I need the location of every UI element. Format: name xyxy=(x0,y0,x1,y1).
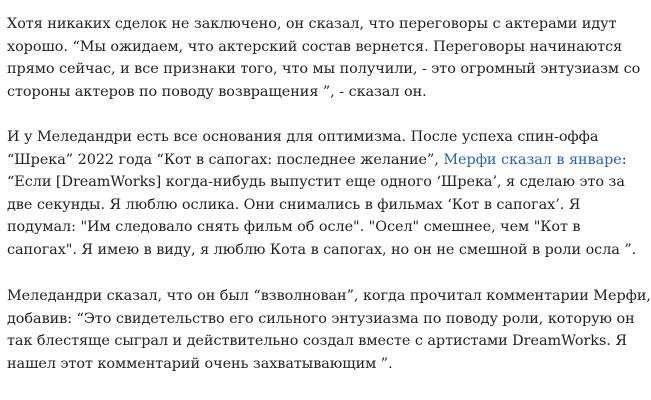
text-line: “Если [DreamWorks] когда-нибудь выпустит еще одного ‘Шрека’, я сделаю это за xyxy=(7,174,625,190)
paragraph-spacer xyxy=(7,261,596,285)
paragraph-negotiations xyxy=(7,13,641,103)
text-line: хорошо. “Мы ожидаем, что актерский состав вернется. Переговоры начинаются xyxy=(7,38,623,55)
text-line: добавив: “Это свидетельство его сильного энтузиазма по поводу роли, которую он xyxy=(7,310,635,327)
text-segment: “Шрека” 2022 года “Кот в сапогах: последнее желание”, xyxy=(7,151,444,168)
text-line: сапогах". Я имею в виду, я люблю Кота в сапогах, но он не смешной в роли осла ”. xyxy=(7,241,637,258)
text-line: две секунды. Я люблю ослика. Они снимались в фильмах ‘Кот в сапогах’. Я xyxy=(7,196,581,213)
murphy-january-link[interactable]: Мерфи сказал в январе xyxy=(443,151,622,168)
text-line: Меледандри сказал, что он был “взволнован”, когда прочитал комментарии Мерфи, xyxy=(7,288,651,304)
paragraph-meledandri-reaction xyxy=(7,285,651,375)
text-line: И у Меледандри есть все основания для оптимизма. После успеха спин-оффа xyxy=(7,129,599,145)
text-line: стороны актеров по поводу возвращения ”, - сказал он. xyxy=(7,83,427,100)
text-line: нашел этот комментарий очень захватывающим ”. xyxy=(7,355,393,372)
text-line: Хотя никаких сделок не заключено, он сказал, что переговоры с актерами идут xyxy=(7,16,617,32)
paragraph-optimism xyxy=(7,126,637,261)
text-line-with-link xyxy=(7,149,627,172)
paragraph-spacer xyxy=(7,103,596,126)
link-suffix: : xyxy=(621,151,627,168)
text-line: подумал: "Им следовало снять фильм об осле". "Осел" смешнее, чем "Кот в xyxy=(7,219,581,235)
text-line: так блестяще сыграл и действительно создал вместе с артистами DreamWorks. Я xyxy=(7,333,627,349)
text-line: прямо сейчас, и все признаки того, что мы получили, - это огромный энтузиазм со xyxy=(7,61,641,77)
